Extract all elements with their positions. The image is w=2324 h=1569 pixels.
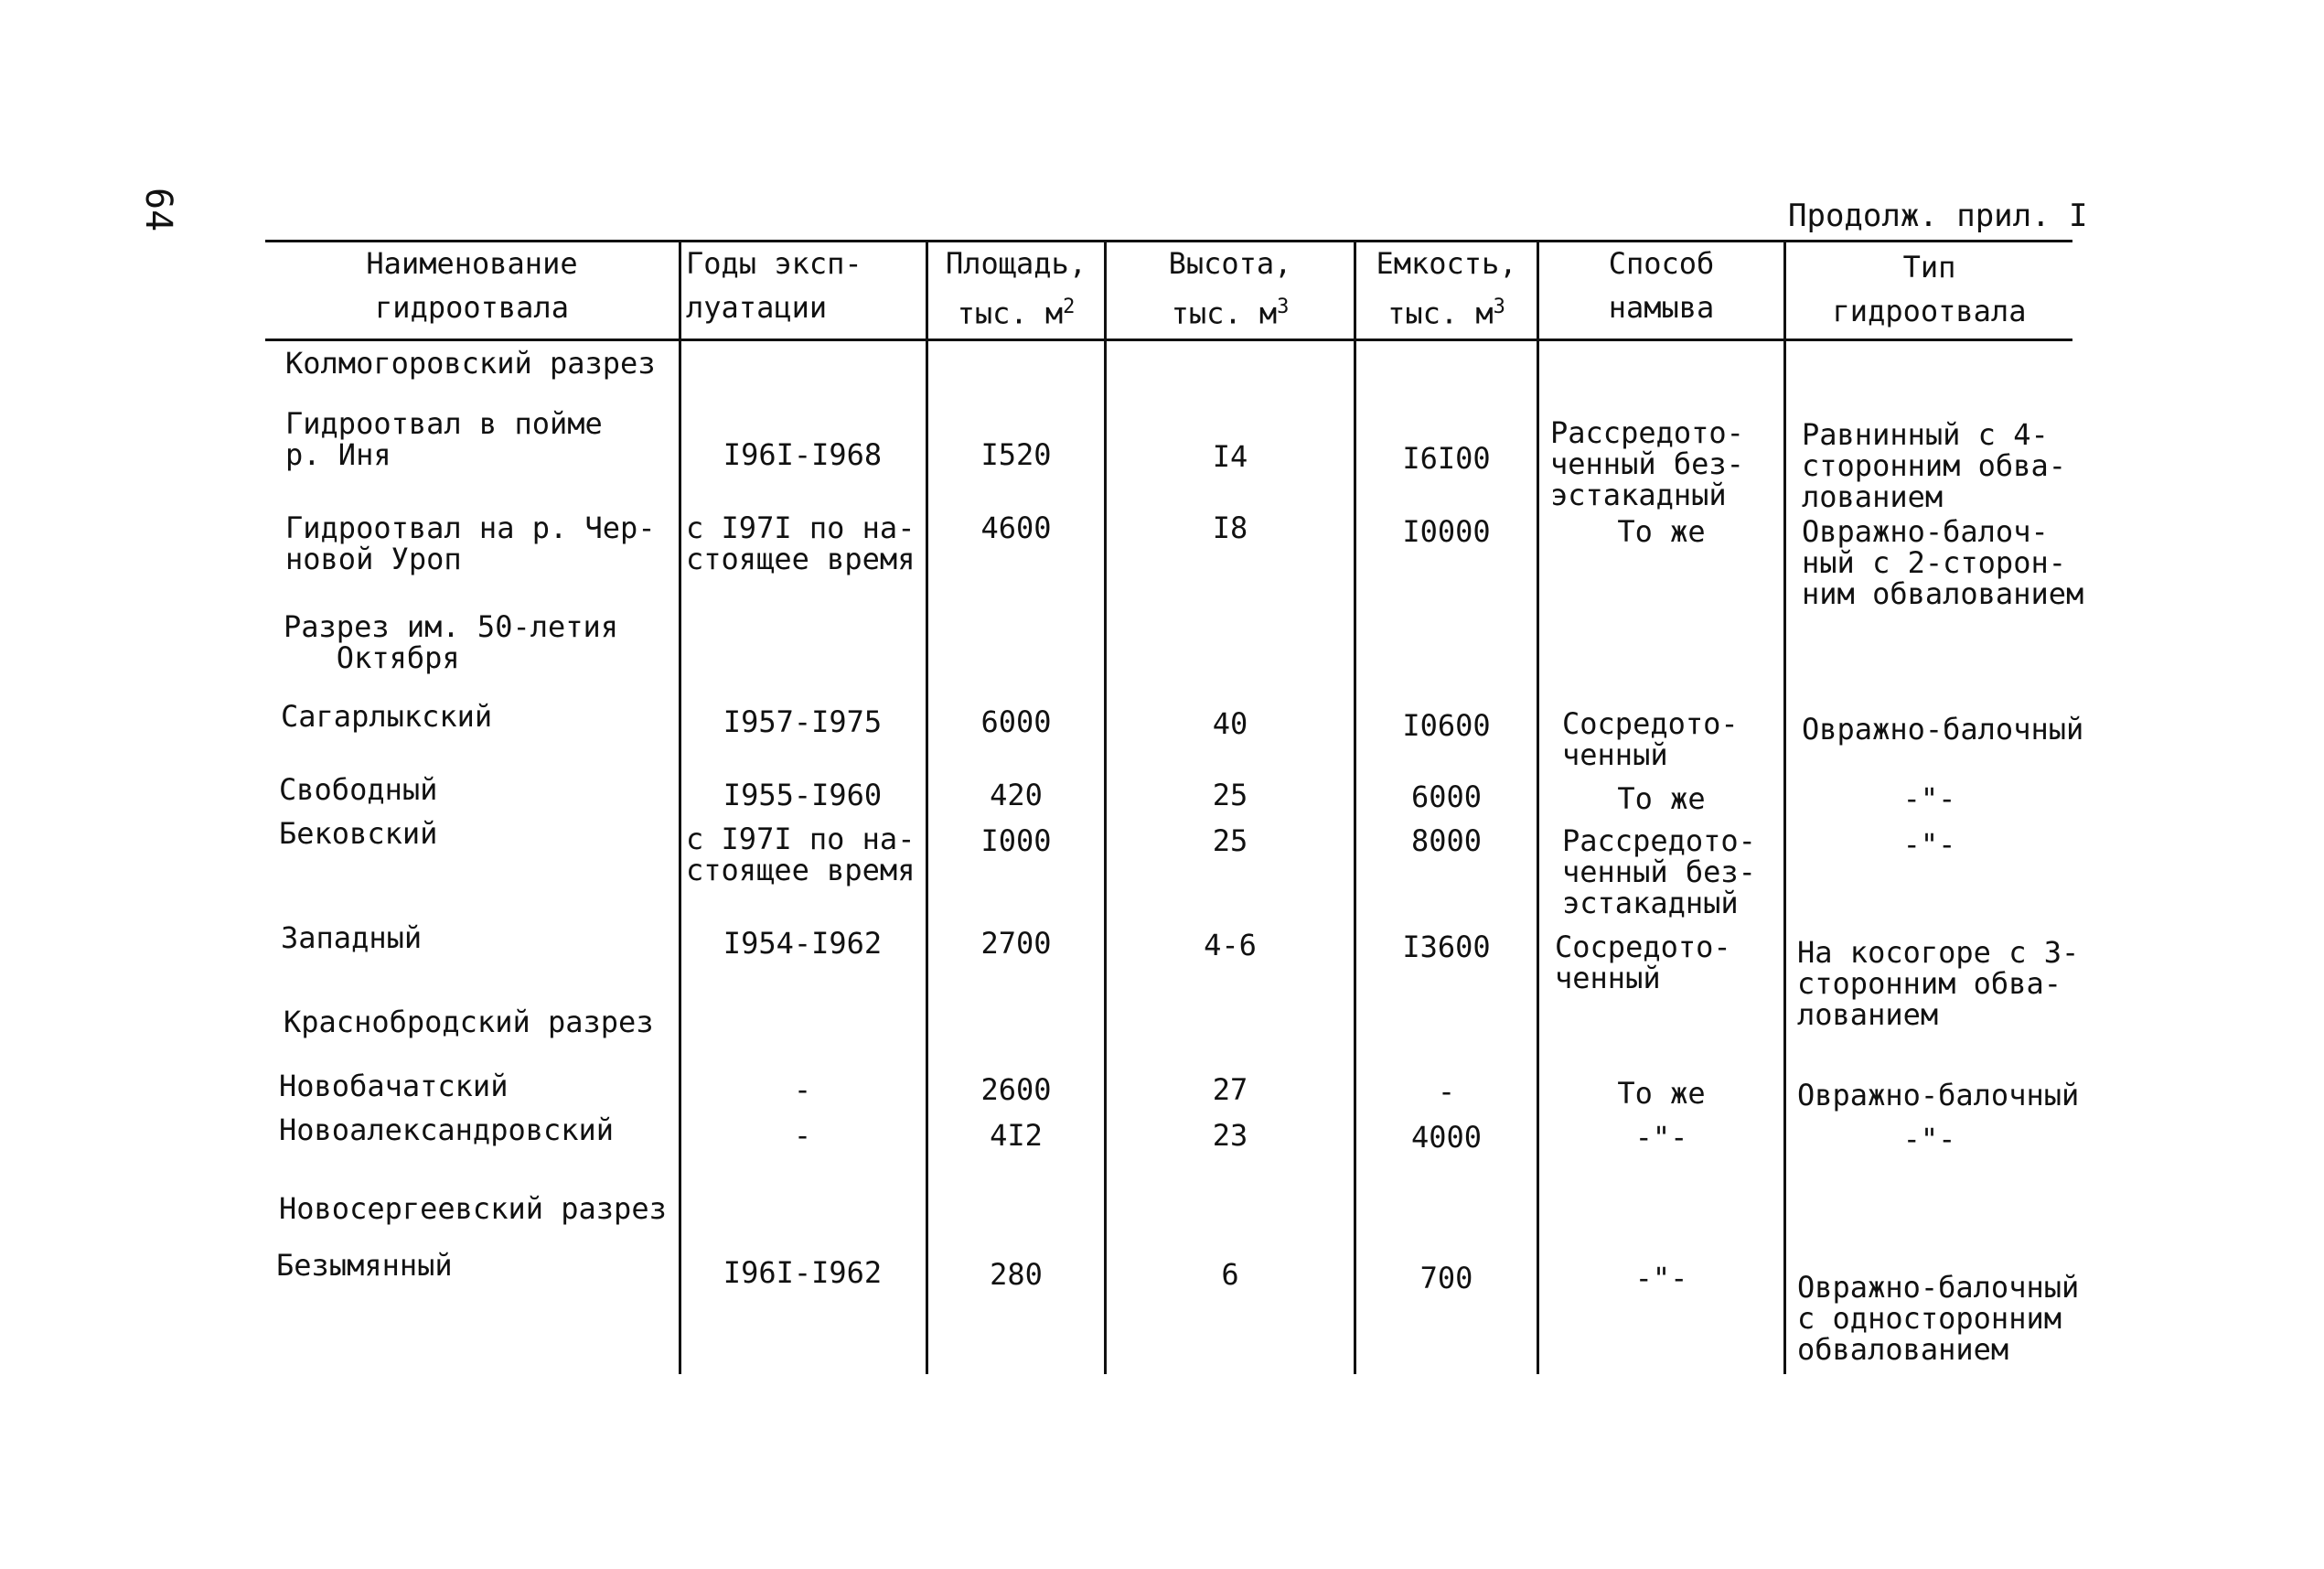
- row-years: I957-I975: [723, 704, 883, 739]
- row-years: I955-I960: [723, 778, 883, 812]
- row-type: -"-: [1902, 1122, 1956, 1156]
- row-name: Свободный: [279, 772, 438, 807]
- row-years: -: [793, 1072, 812, 1107]
- row-height: 27: [1212, 1072, 1248, 1107]
- row-years: I954-I962: [723, 926, 883, 961]
- row-capacity: I0000: [1402, 514, 1491, 549]
- row-height: 4-6: [1204, 928, 1257, 962]
- section-title: Краснобродский разрез: [284, 1005, 654, 1039]
- row-type: -"-: [1902, 781, 1956, 816]
- data-table: [265, 240, 2084, 1374]
- row-height: 40: [1212, 706, 1248, 741]
- row-capacity: I0600: [1402, 708, 1491, 743]
- row-height: 6: [1221, 1257, 1239, 1292]
- row-area: 4600: [980, 510, 1052, 545]
- row-capacity: 6000: [1410, 779, 1483, 814]
- section-title: Новосергеевский разрез: [279, 1191, 667, 1226]
- row-name: Сагарлыкский: [281, 699, 493, 734]
- header-years: Годы эксп- луатации: [686, 246, 862, 325]
- row-height: 25: [1212, 823, 1248, 858]
- row-name: Западный: [281, 920, 423, 955]
- row-type: Овражно-балочный с односторонним обвалованием: [1797, 1270, 2080, 1367]
- row-height: I4: [1212, 439, 1248, 474]
- column-divider: [679, 240, 681, 1374]
- row-name: Безымянный: [276, 1248, 453, 1283]
- row-method: То же: [1617, 1076, 1706, 1111]
- row-area: 4I2: [990, 1118, 1043, 1153]
- row-name: Бековский: [279, 816, 438, 851]
- row-name: Гидроотвал в пойме р. Иня: [285, 406, 603, 472]
- row-capacity: 4000: [1410, 1120, 1483, 1155]
- row-years: I96I-I962: [723, 1255, 883, 1290]
- row-area: 2600: [980, 1072, 1052, 1107]
- section-title: Колмогоровский разрез: [285, 346, 656, 381]
- row-name: Новоалександровский: [279, 1112, 615, 1147]
- row-name: Гидроотвал на р. Чер- новой Уроп: [285, 510, 656, 576]
- row-type: Овражно-балочный: [1797, 1078, 2080, 1112]
- row-height: I8: [1212, 510, 1248, 545]
- row-method: То же: [1617, 781, 1706, 816]
- header-capacity: Емкость, тыс. $м^3$: [1376, 246, 1517, 331]
- row-area: I000: [980, 823, 1052, 858]
- page-number: 64: [137, 188, 179, 232]
- row-type: Овражно-балочный: [1802, 712, 2084, 747]
- row-capacity: -: [1437, 1074, 1456, 1109]
- section-title: Разрез им. 50-летия Октября: [284, 609, 619, 675]
- row-method: То же: [1617, 514, 1706, 549]
- row-method: Рассредото- ченный без- эстакадный: [1562, 823, 1756, 920]
- continuation-label: Продолж. прил. I: [1788, 198, 2088, 234]
- row-method: Сосредото- ченный: [1562, 706, 1739, 772]
- row-method: Сосредото- ченный: [1555, 930, 1731, 995]
- row-area: 6000: [980, 704, 1052, 739]
- row-years: -: [793, 1118, 812, 1153]
- row-years: с I97I по на- стоящее время: [686, 510, 916, 576]
- row-type: Равнинный с 4- сторонним обва- лованием: [1802, 417, 2066, 514]
- header-method: Способ намыва: [1608, 246, 1715, 325]
- row-capacity: 700: [1419, 1261, 1473, 1295]
- header-area: Площадь, тыс. $м^2$: [945, 246, 1087, 331]
- row-area: I520: [980, 437, 1052, 472]
- row-area: 280: [990, 1257, 1043, 1292]
- header-type: Тип гидроотвала: [1832, 250, 2027, 328]
- row-capacity: I3600: [1402, 930, 1491, 964]
- header-bottom-rule: [265, 339, 2072, 341]
- row-method: Рассредото- ченный без- эстакадный: [1550, 415, 1744, 512]
- row-height: 23: [1212, 1118, 1248, 1153]
- row-method: -"-: [1634, 1120, 1688, 1155]
- header-height: Высота, тыс. $м^3$: [1168, 246, 1292, 331]
- row-years: с I97I по на- стоящее время: [686, 822, 916, 887]
- row-type: -"-: [1902, 827, 1956, 862]
- row-years: I96I-I968: [723, 437, 883, 472]
- row-type: Овражно-балоч- ный с 2-сторон- ним обвалованием: [1802, 514, 2084, 611]
- row-method: -"-: [1634, 1261, 1688, 1295]
- header-name: Наименование гидроотвала: [366, 246, 578, 325]
- row-height: 25: [1212, 778, 1248, 812]
- row-type: На косогоре с 3- сторонним обва- лованием: [1797, 935, 2080, 1032]
- row-area: 420: [990, 778, 1043, 812]
- row-capacity: 8000: [1410, 823, 1483, 858]
- row-area: 2700: [980, 926, 1052, 961]
- row-name: Новобачатский: [279, 1069, 509, 1103]
- row-capacity: I6I00: [1402, 441, 1491, 476]
